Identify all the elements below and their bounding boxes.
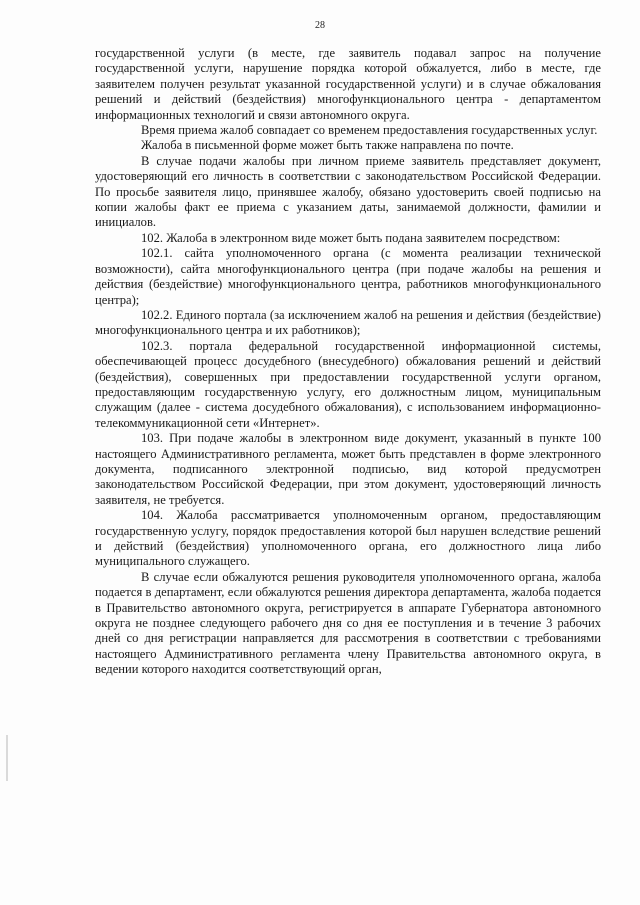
document-body	[95, 46, 601, 678]
scan-margin-mark	[6, 735, 8, 781]
page-number: 28	[315, 20, 325, 31]
paragraph-102-2: 102.2. Единого портала (за исключением жалоб на решения и действия (бездействие) многофункционального центра и их работников);	[95, 307, 601, 338]
paragraph-reception-time: Время приема жалоб совпадает со временем предоставления государственных услуг.	[141, 123, 598, 138]
paragraph-102: 102. Жалоба в электронном виде может быть подана заявителем посредством:	[141, 230, 561, 245]
paragraph-103: 103. При подаче жалобы в электронном виде документ, указанный в пункте 100 настоящего Административного регламента, может быть представлен в форме электронного документа, подписанного электронной подписью, вид которой предусмотрен законодательством Российской Федерации, при этом документ, удостоверяющий личность заявителя, не требуется.	[95, 431, 601, 507]
paragraph-104: 104. Жалоба рассматривается уполномоченным органом, предоставляющим государственную услугу, порядок предоставления которой был нарушен вследствие решений и действий (бездействия) уполномоченного органа, его должностного лица либо муниципального служащего.	[95, 508, 601, 569]
paragraph-continuation: государственной услуги (в месте, где заявитель подавал запрос на получение государственной услуги, нарушение порядка которой обжалуется, либо в месте, где заявителем получен результат указанной государственной услуги) и в случае обжалования решений и действий (бездействия) многофункционального центра - департаментом информационных технологий и связи автономного округа.	[95, 46, 601, 122]
paragraph-postal-complaint: Жалоба в письменной форме может быть также направлена по почте.	[141, 138, 514, 153]
paragraph-102-1: 102.1. сайта уполномоченного органа (с момента реализации технической возможности), сайта многофункционального центра (при подаче жалобы на решения и действия (бездействие) многофункционального центра, работников многофункционального центра);	[95, 246, 601, 307]
paragraph-appeal-routing: В случае если обжалуются решения руководителя уполномоченного органа, жалоба подается в департамент, если обжалуются решения директора департамента, жалоба подается в Правительство автономного округа, регистрируется в аппарате Губернатора автономного округа не позднее следующего рабочего дня со дня ее поступления и в течение 3 рабочих дней со дня регистрации направляется для рассмотрения в соответствии с требованиями настоящего Административного регламента члену Правительства автономного округа, в ведении которого находится соответствующий орган,	[95, 569, 601, 677]
paragraph-personal-reception: В случае подачи жалобы при личном приеме заявитель представляет документ, удостоверяющий его личность в соответствии с законодательством Российской Федерации. По просьбе заявителя лицо, принявшее жалобу, обязано удостоверить своей подписью на копии жалобы факт ее приема с указанием даты, занимаемой должности, фамилии и инициалов.	[95, 153, 601, 230]
paragraph-102-3: 102.3. портала федеральной государственной информационной системы, обеспечивающей процесс досудебного (внесудебного) обжалования решений и действий (бездействия), совершенных при предоставлении государственной услуги органом, предоставляющим государственную услугу, его должностным лицом, муниципальным служащим (далее - система досудебного обжалования), с использованием информационно-телекоммуникационной сети «Интернет».	[95, 338, 601, 430]
